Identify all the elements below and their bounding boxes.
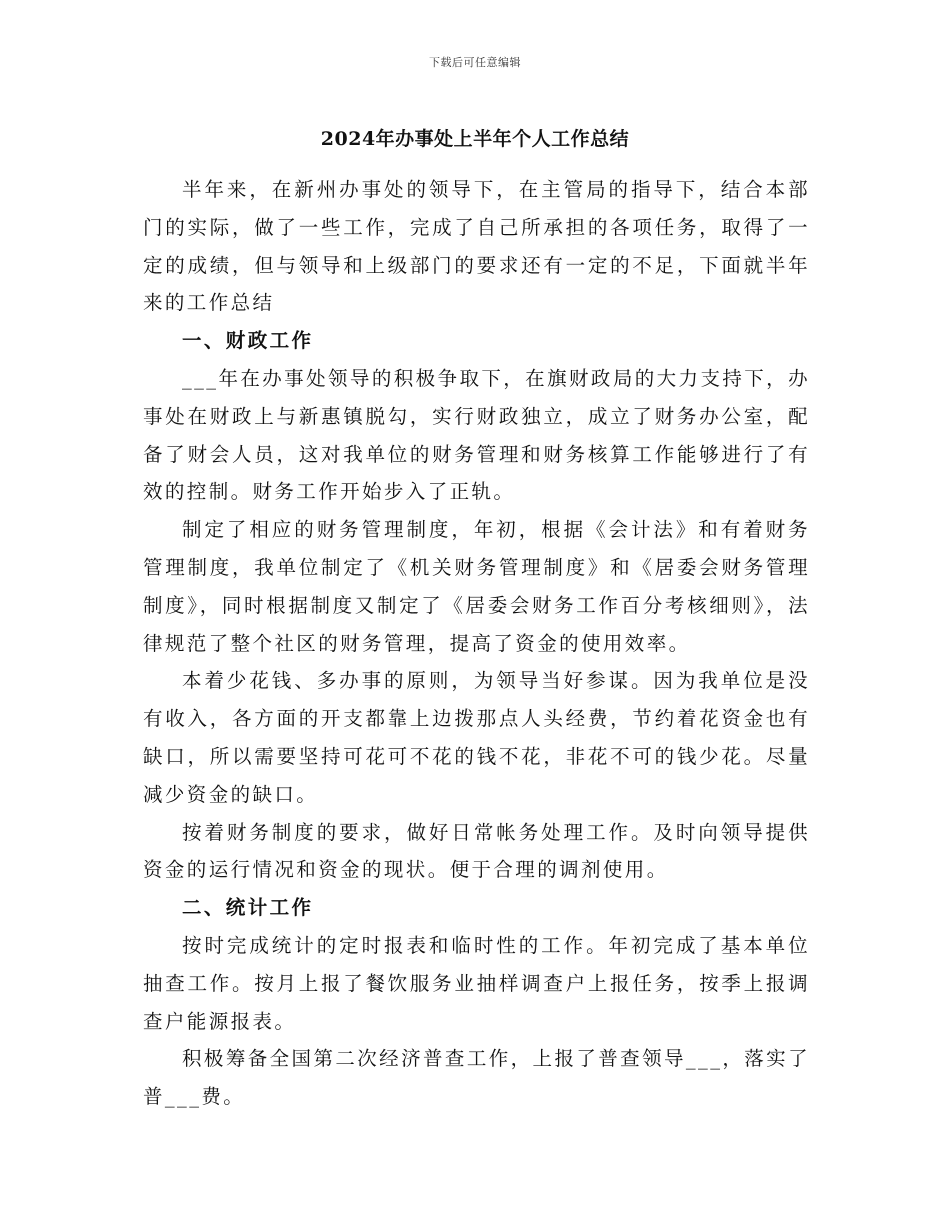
finance-paragraph-4: 按着财务制度的要求，做好日常帐务处理工作。及时向领导提供资金的运行情况和资金的现状。便于合理的调剂使用。: [143, 820, 810, 882]
document-body: [143, 171, 810, 1116]
finance-paragraph-3: 本着少花钱、多办事的原则，为领导当好参谋。因为我单位是没有收入，各方面的开支都靠上边拨那点人头经费，节约着花资金也有缺口，所以需要坚持可花可不花的钱不花，非花不可的钱少花。尽量减少资金的缺口。: [143, 669, 810, 806]
finance-paragraph-2: 制定了相应的财务管理制度，年初，根据《会计法》和有着财务管理制度，我单位制定了《机关财务管理制度》和《居委会财务管理制度》，同时根据制度又制定了《居委会财务工作百分考核细则》，法律规范了整个社区的财务管理，提高了资金的使用效率。: [143, 518, 810, 655]
statistics-paragraph-2: 积极筹备全国第二次经济普查工作，上报了普查领导___，落实了普___费。: [143, 1047, 810, 1109]
document-title: 2024年办事处上半年个人工作总结: [320, 128, 630, 150]
section-heading-finance: 一、财政工作: [182, 329, 314, 353]
header-note: 下载后可任意编辑: [429, 56, 521, 69]
intro-paragraph: 半年来，在新州办事处的领导下，在主管局的指导下，结合本部门的实际，做了一些工作，完成了自己所承担的各项任务，取得了一定的成绩，但与领导和上级部门的要求还有一定的不足，下面就半年来的工作总结: [143, 178, 810, 315]
finance-paragraph-1: ___年在办事处领导的积极争取下，在旗财政局的大力支持下，办事处在财政上与新惠镇脱勾，实行财政独立，成立了财务办公室，配备了财会人员，这对我单位的财务管理和财务核算工作能够进行了有效的控制。财务工作开始步入了正轨。: [143, 366, 810, 504]
statistics-paragraph-1: 按时完成统计的定时报表和临时性的工作。年初完成了基本单位抽查工作。按月上报了餐饮服务业抽样调查户上报任务，按季上报调查户能源报表。: [143, 933, 810, 1033]
section-heading-statistics: 二、统计工作: [182, 896, 314, 920]
